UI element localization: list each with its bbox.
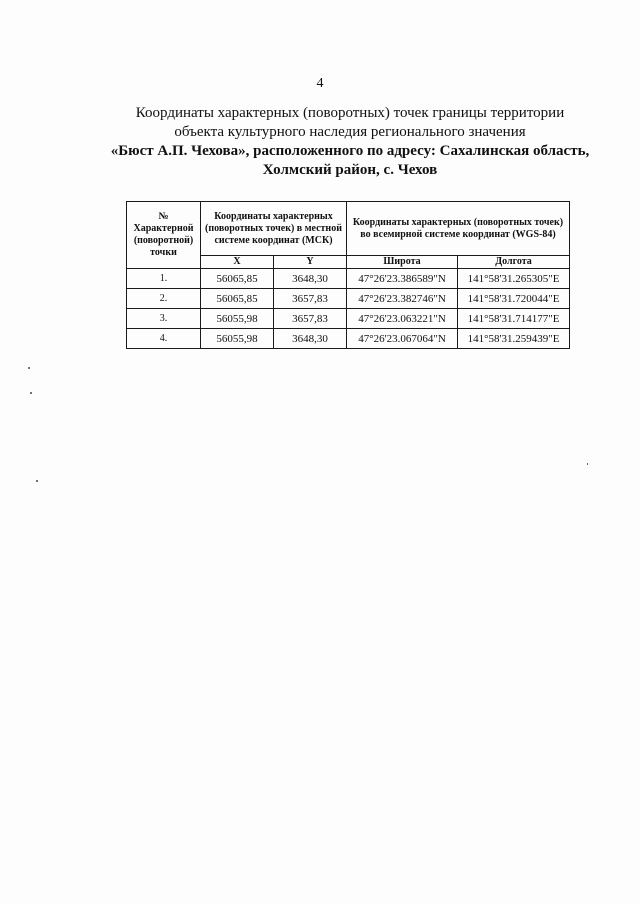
cell-x: 56055,98: [201, 329, 274, 349]
cell-x: 56055,98: [201, 309, 274, 329]
table-row: [127, 269, 570, 289]
table-row: [127, 289, 570, 309]
cell-latitude: 47°26'23.067064"N: [347, 329, 458, 349]
coordinates-table: [126, 201, 570, 349]
header-wgs-coordinates: Координаты характерных (поворотных точек) во всемирной системе координат (WGS-84): [347, 202, 570, 256]
point-number: 3.: [127, 309, 201, 329]
title-line-3: «Бюст А.П. Чехова», расположенного по адресу: Сахалинская область,: [110, 143, 590, 159]
cell-x: 56065,85: [201, 269, 274, 289]
header-point-number: № Характерной (поворотной) точки: [127, 202, 201, 269]
title-line-2: объекта культурного наследия регионального значения: [174, 124, 526, 140]
title-line-1: Координаты характерных (поворотных) точек границы территории: [135, 105, 565, 121]
table-row: [127, 309, 570, 329]
header-msk-coordinates: Координаты характерных (поворотных точек) в местной системе координат (МСК): [201, 202, 347, 256]
title-line-4: Холмский район, с. Чехов: [262, 162, 438, 178]
cell-latitude: 47°26'23.382746"N: [347, 289, 458, 309]
cell-longitude: 141°58'31.714177"E: [458, 309, 570, 329]
point-number: 1.: [127, 269, 201, 289]
cell-y: 3657,83: [274, 289, 347, 309]
scan-speck: [587, 463, 588, 465]
header-y: Y: [274, 256, 347, 269]
cell-longitude: 141°58'31.265305"E: [458, 269, 570, 289]
scan-speck: [28, 367, 30, 369]
cell-y: 3648,30: [274, 269, 347, 289]
cell-longitude: 141°58'31.259439"E: [458, 329, 570, 349]
point-number: 2.: [127, 289, 201, 309]
cell-latitude: 47°26'23.063221"N: [347, 309, 458, 329]
cell-longitude: 141°58'31.720044"E: [458, 289, 570, 309]
header-latitude: Широта: [347, 256, 458, 269]
header-x: X: [201, 256, 274, 269]
page-number: 4: [316, 76, 324, 91]
cell-x: 56065,85: [201, 289, 274, 309]
cell-y: 3657,83: [274, 309, 347, 329]
cell-latitude: 47°26'23.386589"N: [347, 269, 458, 289]
point-number: 4.: [127, 329, 201, 349]
header-longitude: Долгота: [458, 256, 570, 269]
cell-y: 3648,30: [274, 329, 347, 349]
table-row: [127, 329, 570, 349]
scan-speck: [30, 392, 32, 394]
scan-speck: [36, 480, 38, 482]
document-title: [60, 104, 640, 180]
